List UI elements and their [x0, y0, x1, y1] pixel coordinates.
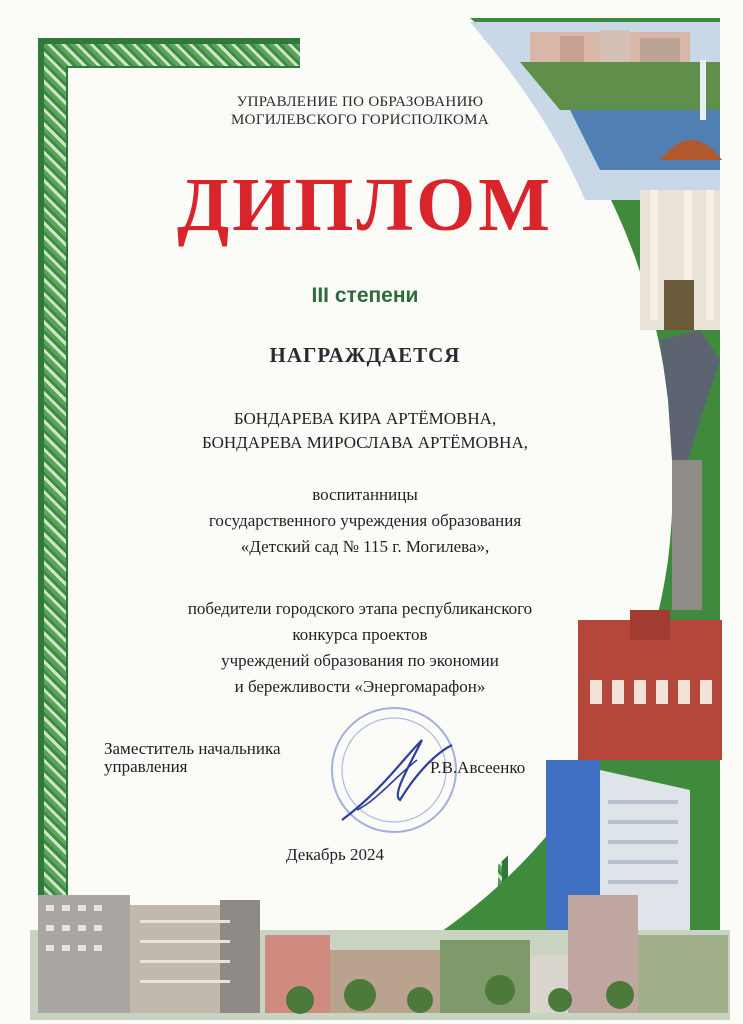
- recipient-name: БОНДАРЕВА МИРОСЛАВА АРТЁМОВНА,: [201, 433, 528, 452]
- recipients: [130, 407, 600, 455]
- position-line-2: управления: [104, 757, 188, 776]
- achievement-block: [110, 596, 610, 700]
- signer-name: Р.В.Авсеенко: [430, 758, 526, 777]
- institution-block: [130, 482, 600, 560]
- institution-line: государственного учреждения образования: [208, 511, 522, 530]
- position-line-1: Заместитель начальника: [104, 739, 281, 758]
- awarded-label: НАГРАЖДАЕТСЯ: [269, 343, 461, 367]
- achievement-line: победители городского этапа республиканского: [187, 599, 533, 618]
- diploma-degree: III степени: [311, 284, 419, 307]
- issue-date: Декабрь 2024: [285, 845, 385, 864]
- institution-line: воспитанницы: [312, 485, 418, 504]
- achievement-line: конкурса проектов: [292, 625, 428, 644]
- issuer-line-1: УПРАВЛЕНИЕ ПО ОБРАЗОВАНИЮ: [236, 94, 484, 110]
- achievement-line: учреждений образования по экономии: [221, 651, 499, 670]
- issuer-line-2: МОГИЛЕВСКОГО ГОРИСПОЛКОМА: [231, 112, 489, 128]
- institution-line: «Детский сад № 115 г. Могилева»,: [240, 537, 490, 556]
- achievement-line: и бережливости «Энергомарафон»: [234, 677, 486, 696]
- issuer-block: [150, 93, 570, 129]
- diploma-title: ДИПЛОМ: [177, 163, 553, 247]
- recipient-name: БОНДАРЕВА КИРА АРТЁМОВНА,: [233, 409, 497, 428]
- signer-position: [104, 740, 344, 776]
